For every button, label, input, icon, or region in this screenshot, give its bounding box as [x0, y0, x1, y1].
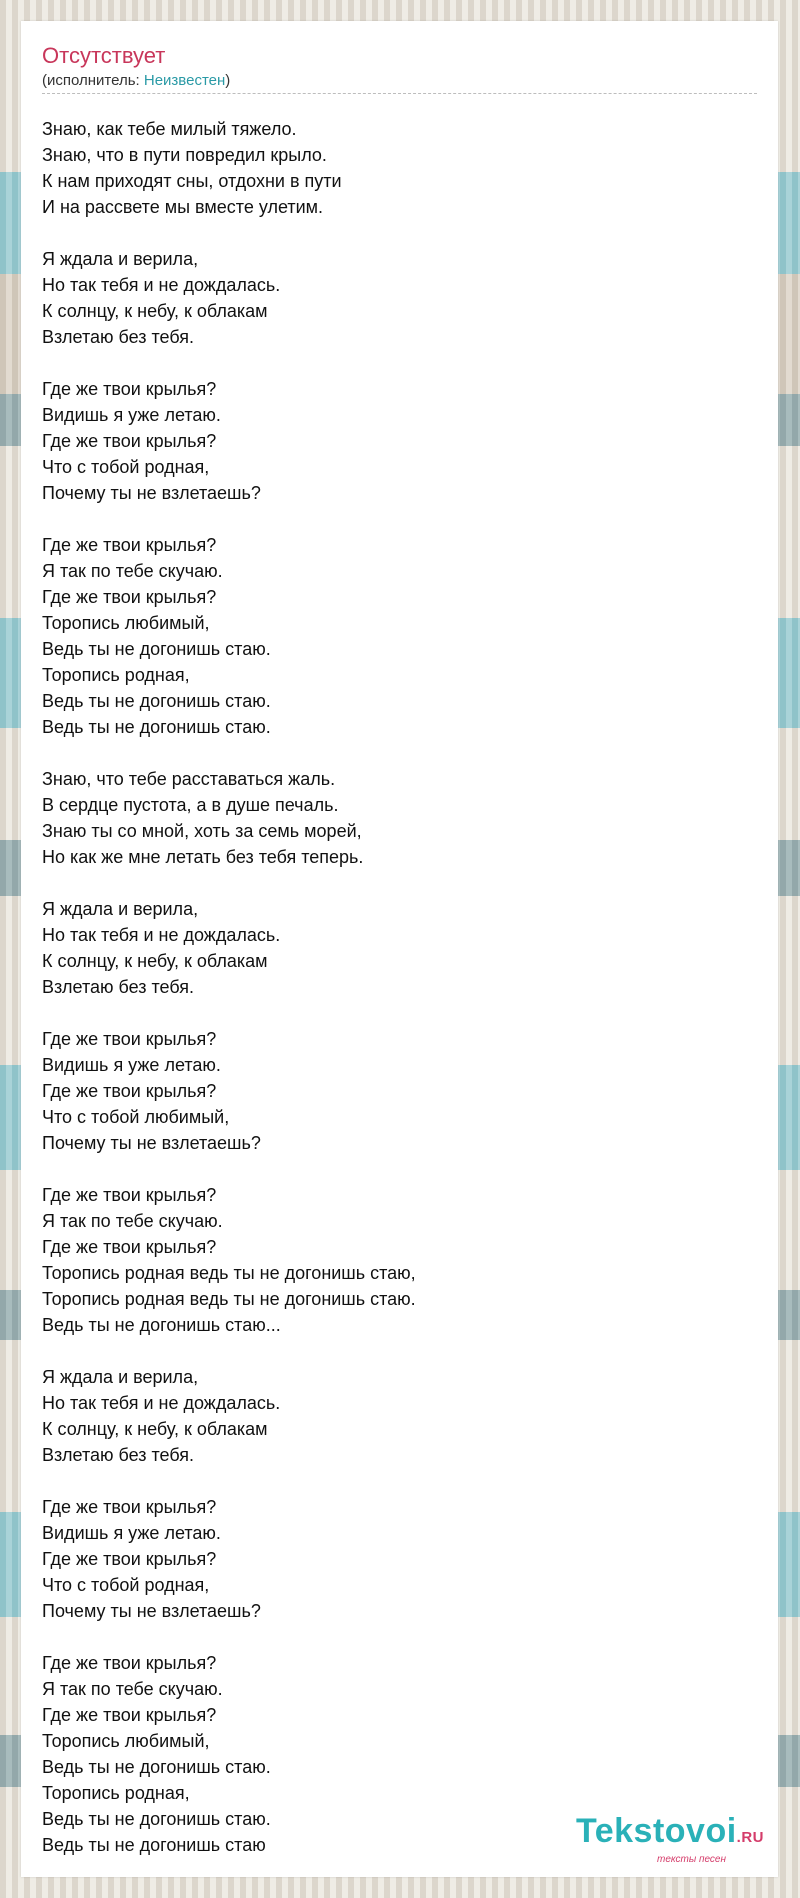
lyrics-stanza — [42, 376, 757, 506]
lyric-line: Знаю ты со мной, хоть за семь морей, — [42, 821, 362, 841]
title-divider — [42, 93, 757, 94]
logo-tld: .RU — [736, 1829, 764, 1846]
performer-prefix: (исполнитель: — [42, 72, 144, 89]
lyric-line: Где же твои крылья? — [42, 587, 217, 607]
lyric-line: Торопись родная, — [42, 665, 190, 685]
lyric-line: Где же твои крылья? — [42, 1185, 217, 1205]
lyric-line: Я так по тебе скучаю. — [42, 1679, 223, 1699]
performer-link[interactable]: Неизвестен — [143, 72, 226, 89]
lyric-line: Ведь ты не догонишь стаю. — [42, 691, 271, 711]
lyric-line: Но как же мне летать без тебя теперь. — [42, 847, 364, 867]
lyric-line: Взлетаю без тебя. — [42, 327, 195, 347]
logo-wordmark — [576, 1814, 764, 1855]
lyric-line: Где же твои крылья? — [42, 431, 217, 451]
lyric-line: Что с тобой родная, — [42, 457, 210, 477]
lyric-line: К солнцу, к небу, к облакам — [42, 1419, 268, 1439]
lyric-line: Где же твои крылья? — [42, 1237, 217, 1257]
lyric-line: Взлетаю без тебя. — [42, 1445, 195, 1465]
lyric-line: Ведь ты не догонишь стаю. — [42, 639, 271, 659]
lyric-line: В сердце пустота, а в душе печаль. — [42, 795, 339, 815]
lyric-line: Где же твои крылья? — [42, 1653, 217, 1673]
lyric-line: К солнцу, к небу, к облакам — [42, 951, 268, 971]
lyrics-stanza — [42, 246, 757, 350]
song-title: Отсутствует — [42, 43, 166, 68]
lyric-line: Торопись родная ведь ты не догонишь стаю. — [42, 1289, 416, 1309]
lyric-line: Где же твои крылья? — [42, 535, 217, 555]
lyric-line: Видишь я уже летаю. — [42, 405, 221, 425]
lyric-line: Почему ты не взлетаешь? — [42, 1601, 261, 1621]
lyric-line: Видишь я уже летаю. — [42, 1055, 221, 1075]
lyric-line: Где же твои крылья? — [42, 1705, 217, 1725]
lyrics-card — [21, 21, 778, 1877]
lyric-line: Торопись родная, — [42, 1783, 190, 1803]
lyric-line: Но так тебя и не дождалась. — [42, 275, 281, 295]
lyrics-stanza — [42, 896, 757, 1000]
lyrics-stanza — [42, 766, 757, 870]
lyric-line: Ведь ты не догонишь стаю — [42, 1835, 266, 1855]
lyric-line: Где же твои крылья? — [42, 1081, 217, 1101]
lyric-line: Я ждала и верила, — [42, 1367, 199, 1387]
site-logo[interactable] — [576, 1814, 764, 1865]
lyrics-stanza — [42, 532, 757, 740]
lyric-line: Торопись родная ведь ты не догонишь стаю, — [42, 1263, 416, 1283]
lyric-line: К нам приходят сны, отдохни в пути — [42, 171, 342, 191]
lyric-line: Знаю, как тебе милый тяжело. — [42, 119, 297, 139]
lyric-line: Знаю, что тебе расставаться жаль. — [42, 769, 336, 789]
lyric-line: Торопись любимый, — [42, 613, 210, 633]
lyric-line: И на рассвете мы вместе улетим. — [42, 197, 324, 217]
lyric-line: Но так тебя и не дождалась. — [42, 1393, 281, 1413]
lyric-line: Я ждала и верила, — [42, 899, 199, 919]
lyrics-stanza — [42, 1182, 757, 1338]
lyric-line: Я так по тебе скучаю. — [42, 1211, 223, 1231]
lyric-line: Знаю, что в пути повредил крыло. — [42, 145, 327, 165]
logo-name: Tekstovoi — [575, 1812, 737, 1850]
lyric-line: Где же твои крылья? — [42, 379, 217, 399]
lyric-line: Где же твои крылья? — [42, 1497, 217, 1517]
lyric-line: Ведь ты не догонишь стаю... — [42, 1315, 281, 1335]
performer-line — [42, 72, 230, 89]
lyric-line: Я ждала и верила, — [42, 249, 199, 269]
lyric-line: Торопись любимый, — [42, 1731, 210, 1751]
lyric-line: Я так по тебе скучаю. — [42, 561, 223, 581]
lyrics-text — [42, 116, 757, 1884]
lyrics-stanza — [42, 1364, 757, 1468]
lyrics-stanza — [42, 1026, 757, 1156]
lyric-line: Ведь ты не догонишь стаю. — [42, 1757, 271, 1777]
lyric-line: Взлетаю без тебя. — [42, 977, 195, 997]
logo-tagline: тексты песен — [657, 1854, 726, 1865]
lyric-line: Что с тобой родная, — [42, 1575, 210, 1595]
performer-suffix: ) — [225, 72, 231, 89]
lyrics-stanza — [42, 1494, 757, 1624]
lyric-line: Почему ты не взлетаешь? — [42, 1133, 261, 1153]
lyric-line: Почему ты не взлетаешь? — [42, 483, 261, 503]
lyric-line: Где же твои крылья? — [42, 1549, 217, 1569]
lyric-line: Что с тобой любимый, — [42, 1107, 230, 1127]
lyric-line: Ведь ты не догонишь стаю. — [42, 1809, 271, 1829]
lyrics-stanza — [42, 116, 757, 220]
lyric-line: Ведь ты не догонишь стаю. — [42, 717, 271, 737]
lyric-line: Где же твои крылья? — [42, 1029, 217, 1049]
lyric-line: Но так тебя и не дождалась. — [42, 925, 281, 945]
lyric-line: Видишь я уже летаю. — [42, 1523, 221, 1543]
lyric-line: К солнцу, к небу, к облакам — [42, 301, 268, 321]
